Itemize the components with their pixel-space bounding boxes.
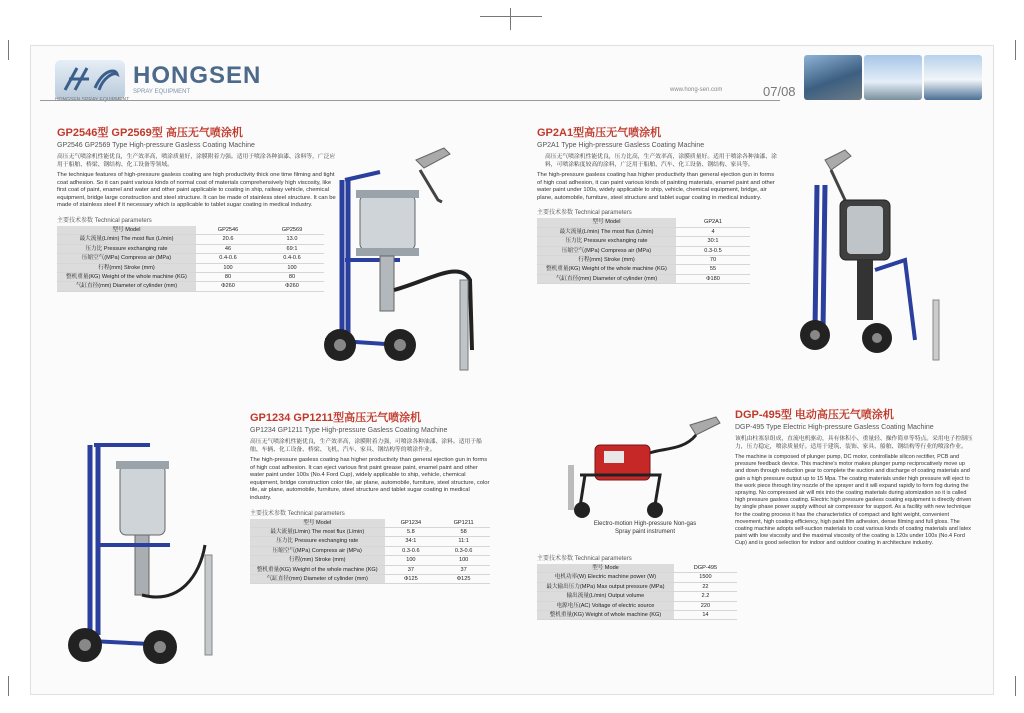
table-caption: 主要技术参数 Technical parameters	[537, 210, 632, 217]
gp2a1-machine-image	[785, 140, 970, 375]
airplane-photo	[864, 55, 922, 100]
table-row: 电源电压(AC) Voltage of electric source 220	[537, 601, 737, 610]
table-row: 气缸直径(mm) Diameter of cylinder (mm) Φ260 Φ260	[57, 282, 324, 291]
ship-photo	[924, 55, 982, 100]
section-dgp495	[735, 406, 975, 548]
description-cn: 高压无气喷涂机性能优良，压力比高，生产效率高，涂膜质量好。适用于喷涂各种油漆、涂料，可喷涂粘度较高的涂料，广泛用于船舶、汽车、化工设备、钢结构、家具等。	[545, 154, 777, 168]
table-row: 压缩空气(MPa) Compress air (MPa) 0.4-0.6 0.4-0.6	[57, 254, 324, 263]
section-gp2546	[57, 124, 337, 292]
website: www.hong-sen.com	[670, 87, 723, 93]
table-row: 整机重量(KG) Weight of the whole machine (KG) 80 80	[57, 273, 324, 282]
section-subtitle: GP1234 GP1211 Type High-pressure Gasless Coating Machine	[250, 427, 448, 434]
table-row: 压缩空气(MPa) Compress air (MPa) 0.3-0.6 0.3-0.6	[250, 546, 490, 555]
parameter-table	[537, 564, 737, 620]
description-en: The technique features of high-pressure gasless coating are high productivity thick one time filming and tight coat adhesion. So it can paint various kinds of normal coat of materials comprehensively high viscosity, like first coat of paint, enamel and water and other paint applicable to coating in ship, railway vehicle, chemical equipment, bridge large construction and steel structure. It can be made of stainless steel structure. It can be made of stainless steel if it necessary which is applicable to tablet sugar coating in medical industry.	[57, 172, 336, 209]
dgp495-machine-image	[540, 415, 730, 525]
section-title: DGP-495型 电动高压无气喷涂机	[735, 409, 894, 421]
table-row: 行程(mm) Stroke (mm) 100 100	[57, 263, 324, 272]
table-row: 整机重量(KG) Weight of the whole machine (KG) 37 37	[250, 565, 490, 574]
description-en: The high-pressure gasless coating has higher productivity than general ejection gun in forms of high coat adhesion, it can paint various kinds of painting materials, enamel paint and other water paint under 100s, widely applicable to ship, vehicle, chemical equipment, bridge, air plane, automobile, furniture, steel structure and tablet sugar coating in medical industry.	[537, 172, 775, 201]
crop-mark	[510, 8, 511, 30]
crop-mark	[8, 676, 9, 696]
gp2546-machine-image	[320, 140, 490, 380]
table-row: 最大流量(L/min) The most flux (L/min) 20.6 13.0	[57, 235, 324, 244]
machine-caption: Electro-motion High-pressure Non-gas Spray paint instrument	[593, 521, 697, 535]
description-cn: 高压无气喷涂机性能优良，生产效率高，喷涂质量好，涂膜附着力强。适用于喷涂各种油漆、涂料等，广泛应用于船舶、桥梁、钢结构、化工设备等领域。	[57, 154, 336, 168]
table-row: 气缸直径(mm) Diameter of cylinder (mm) Φ125 Φ125	[250, 575, 490, 584]
table-row: 输出流量(L/min) Output volume 2.2	[537, 592, 737, 601]
table-row: 整机重量(KG) Weight of whole machine (KG) 14	[537, 611, 737, 620]
page-numbers: 07/08	[763, 84, 796, 99]
hongsen-logo	[55, 60, 125, 100]
table-caption: 主要技术参数 Technical parameters	[537, 556, 632, 562]
table-row: 压缩空气(MPa) Compress air (MPa) 0.3-0.5	[537, 246, 750, 255]
table-row: 最大流量(L/min) The most flux (L/min) 5.8 58	[250, 527, 490, 536]
table-row: 压力比 Pressure exchanging rate 30:1	[537, 237, 750, 246]
crop-mark	[8, 40, 9, 60]
section-title: GP1234 GP1211型高压无气喷涂机	[250, 412, 422, 424]
section-title: GP2A1型高压无气喷涂机	[537, 127, 662, 139]
table-row: 行程(mm) Stroke (mm) 70	[537, 256, 750, 265]
description-en: The machine is composed of plunger pump, DC motor, controllable silicon rectifier, PCB and pressure feedback device. This machine's motor makes plunger pump reciprocatively move up and down through reduction gear to complete the suction and discharge of coating materials and gain a high pressure output up to 15 Mpa. The coating materials under high pressure will eject to the work piece through tiny nozzle of the sprayer and it will expand rapidly to form fog during the spraying. No compressed air will mix into the coating materials during atomization so it is called high pressure gasless coating. Electric high pressure gasless coating equipment is directly driven by single phase power supply without air compressor for support. As a facility with new technique for the coating process it has the characteristics of compact and light weight, convenient movement, high coating efficiency, high paint film adhesion, dense filming and full gloss. The coating machine adopts self-suction materials to coat various kinds of coating materials and latex paint with low viscosity and the maximal viscosity of the coating is 120s under 100s (No.4 Ford Cup) and is good selection for indoor and outdoor coating in architecture industry.	[735, 454, 972, 547]
crop-mark	[480, 16, 542, 17]
section-gp2a1	[537, 124, 777, 284]
dgp495-table-block	[537, 548, 737, 620]
section-subtitle: GP2546 GP2569 Type High-pressure Gasless Coating Machine	[57, 142, 255, 149]
parameter-table	[57, 226, 324, 292]
table-row: 最大流量(L/min) The most flux (L/min) 4	[537, 227, 750, 236]
section-subtitle: DGP-495 Type Electric High-pressure Gasless Coating Machine	[735, 424, 934, 431]
table-row: 电机功率(W) Electric machine power (W) 1500	[537, 573, 737, 582]
crop-mark	[1015, 676, 1016, 696]
gp1234-machine-image	[60, 425, 235, 675]
brand-name: HONGSEN	[133, 62, 262, 89]
table-row: 型号 Model GP2546 GP2569	[57, 226, 324, 235]
table-row: 压力比 Pressure exchanging rate 34:1 11:1	[250, 537, 490, 546]
brochure-header	[30, 45, 992, 110]
brand-tagline: SPRAY EQUIPMENT	[133, 89, 191, 95]
table-row: 最大输出压力(MPa) Max output pressure (MPa) 22	[537, 582, 737, 591]
table-row: 整机重量(KG) Weight of the whole machine (KG) 55	[537, 265, 750, 274]
crop-mark	[1015, 40, 1016, 60]
table-caption: 主要技术参数 Technical parameters	[250, 510, 345, 517]
parameter-table	[537, 218, 750, 284]
description-cn: 该机由柱塞泵组成，直流电机驱动，具有体积小、重量轻、操作简单等特点。采用电子控制压力，压力稳定，喷涂质量好。适用于建筑、装饰、家具、船舶、钢结构等行业的喷涂作业。	[735, 436, 973, 450]
section-gp1234	[250, 409, 490, 584]
section-subtitle: GP2A1 Type High-pressure Gasless Coating Machine	[537, 142, 705, 149]
table-caption: 主要技术参数 Technical parameters	[57, 217, 152, 224]
parameter-table	[250, 519, 490, 585]
table-row: 行程(mm) Stroke (mm) 100 100	[250, 556, 490, 565]
section-title: GP2546型 GP2569型 高压无气喷涂机	[57, 127, 243, 139]
bridge-photo	[804, 55, 862, 100]
header-rule	[40, 100, 780, 101]
description-cn: 高压无气喷涂机性能优良，生产效率高，涂膜附着力强，可喷涂各种油漆、涂料。适用于船舶、车辆、化工设备、桥梁、飞机、汽车、家具、钢结构等的喷涂作业。	[250, 439, 482, 453]
table-row: 气缸直径(mm) Diameter of cylinder (mm) Φ180	[537, 274, 750, 283]
table-row: 型号 Model GP1234 GP1211	[250, 519, 490, 528]
table-row: 型号 Model GP2A1	[537, 218, 750, 227]
table-row: 型号 Mode DGP-495	[537, 564, 737, 573]
table-row: 压力比 Pressure exchanging rate 46 69:1	[57, 244, 324, 253]
description-en: The high-pressure gasless coating has higher productivity than general ejection gun in forms of high coat adhesion. It can eject various first paint grease paint, enamel paint and other water paint under 100s (No.4 Ford Cup), widely applicable to ship, vehicle, chemical equipment, bridge construction color tile, air plane, automobile, furniture, steel structure, color tile, air plane, automobile, furniture, steel structure and tablet sugar coating in medical industry.	[250, 457, 490, 501]
